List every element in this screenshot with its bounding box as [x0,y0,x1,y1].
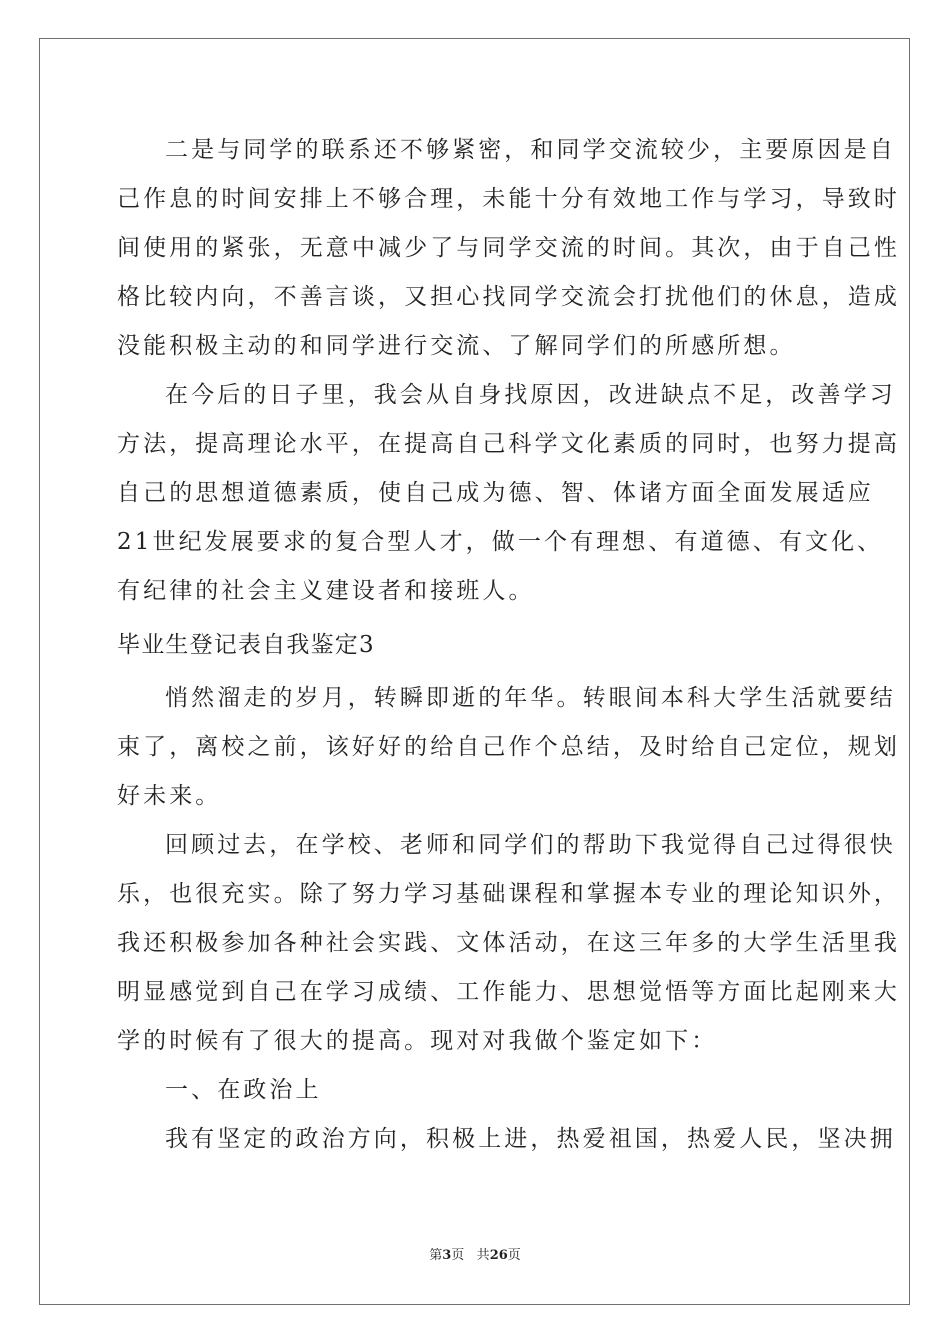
footer-prefix: 第 [429,1248,443,1263]
paragraph-line: 好未来。 [117,783,222,809]
paragraph-line: 格比较内向，不善言谈，又担心找同学交流会打扰他们的休息，造成 [117,284,900,310]
current-page-number: 3 [442,1248,452,1263]
paragraph-line: 明显感觉到自己在学习成绩、工作能力、思想觉悟等方面比起刚来大 [117,979,900,1005]
paragraph-line: 回顾过去，在学校、老师和同学们的帮助下我觉得自己过得很快 [165,832,896,858]
paragraph-line: 间使用的紧张，无意中减少了与同学交流的时间。其次，由于自己性 [117,235,900,261]
paragraph-line: 在今后的日子里，我会从自身找原因，改进缺点不足，改善学习 [165,382,896,408]
paragraph-line: 束了，离校之前，该好好的给自己作个总结，及时给自己定位，规划 [117,734,900,760]
paragraph-line: 二是与同学的联系还不够紧密，和同学交流较少，主要原因是自 [165,137,896,163]
footer-total-unit: 页 [507,1248,521,1263]
page-border [39,38,910,1305]
paragraph-line: 己作息的时间安排上不够合理，未能十分有效地工作与学习，导致时 [117,186,900,212]
paragraph-line: 自己的思想道德素质，使自己成为德、智、体诸方面全面发展适应 [117,480,874,506]
paragraph-line: 21世纪发展要求的复合型人才，做一个有理想、有道德、有文化、 [117,529,884,555]
paragraph-line: 没能积极主动的和同学进行交流、了解同学们的所感所想。 [117,333,796,359]
subsection-heading: 一、在政治上 [165,1077,322,1103]
paragraph-line: 有纪律的社会主义建设者和接班人。 [117,578,535,604]
paragraph-line: 悄然溜走的岁月，转瞬即逝的年华。转眼间本科大学生活就要结 [165,685,896,711]
footer-total-prefix: 共 [476,1248,490,1263]
paragraph-line: 我有坚定的政治方向，积极上进，热爱祖国，热爱人民，坚决拥 [165,1126,896,1152]
section-heading: 毕业生登记表自我鉴定3 [117,632,375,658]
paragraph-line: 乐，也很充实。除了努力学习基础课程和掌握本专业的理论知识外， [117,881,900,907]
paragraph-line: 学的时候有了很大的提高。现对对我做个鉴定如下： [117,1028,718,1054]
paragraph-line: 方法，提高理论水平，在提高自己科学文化素质的同时，也努力提高 [117,431,900,457]
footer-page-unit: 页 [451,1248,465,1263]
page-footer [0,1244,950,1263]
paragraph-line: 我还积极参加各种社会实践、文体活动，在这三年多的大学生活里我 [117,930,900,956]
total-pages-number: 26 [489,1248,508,1263]
